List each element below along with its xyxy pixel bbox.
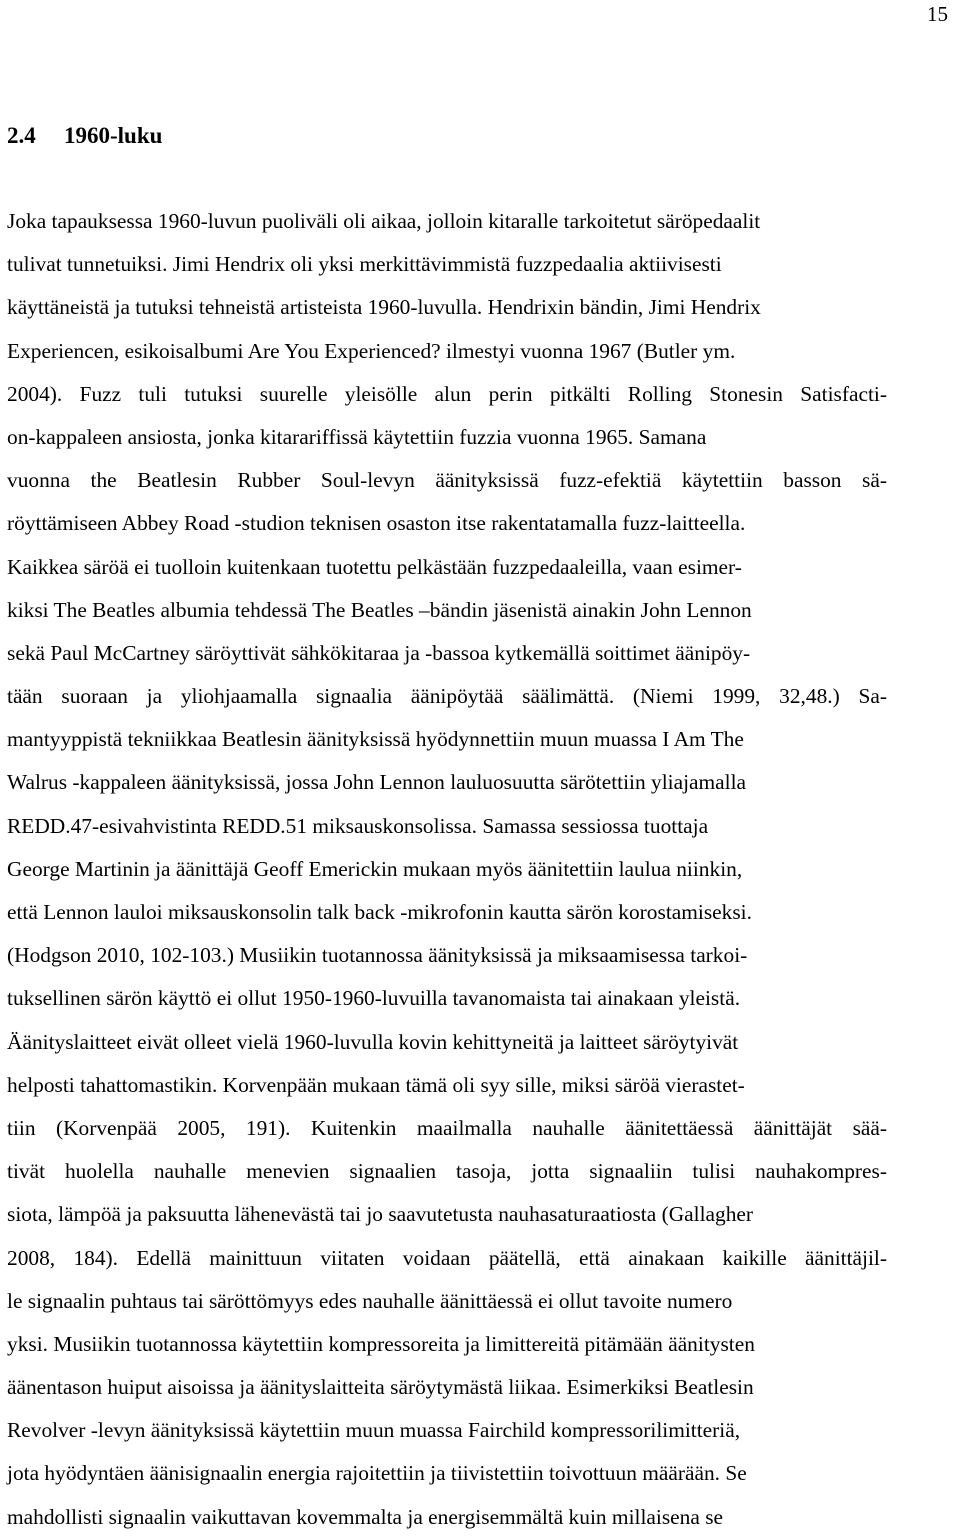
text-line: 2004). Fuzz tuli tutuksi suurelle yleisölle alun perin pitkälti Rolling Stonesin Satisfacti-	[7, 381, 887, 406]
text-line: George Martinin ja äänittäjä Geoff Emerickin mukaan myös äänitettiin laulua niinkin,	[7, 856, 743, 881]
text-line: on-kappaleen ansiosta, jonka kitarariffissä käytettiin fuzzia vuonna 1965. Samana	[7, 424, 707, 449]
text-line: käyttäneistä ja tutuksi tehneistä artisteista 1960-luvulla. Hendrixin bändin, Jimi Hendrix	[7, 295, 761, 320]
section-heading	[7, 121, 162, 151]
text-line: Kaikkea säröä ei tuolloin kuitenkaan tuotettu pelkästään fuzzpedaaleilla, vaan esimer-	[7, 554, 742, 579]
text-line: kiksi The Beatles albumia tehdessä The Beatles –bändin jäsenistä ainakin John Lennon	[7, 597, 752, 622]
text-line: siota, lämpöä ja paksuutta lähenevästä tai jo saavutetusta nauhasaturaatiosta (Gallagher	[7, 1202, 754, 1227]
text-line: (Hodgson 2010, 102-103.) Musiikin tuotannossa äänityksissä ja miksaamisessa tarkoi-	[7, 943, 748, 968]
text-line: helposti tahattomastikin. Korvenpään mukaan tämä oli syy sille, miksi säröä vierastet-	[7, 1072, 745, 1097]
text-line: tään suoraan ja yliohjaamalla signaalia äänipöytää säälimättä. (Niemi 1999, 32,48.) Sa-	[7, 684, 887, 709]
text-line: Walrus -kappaleen äänityksissä, jossa John Lennon lauluosuutta särötettiin yliajamalla	[7, 770, 747, 795]
text-line: tuksellinen särön käyttö ei ollut 1950-1960-luvuilla tavanomaista tai ainakaan yleistä.	[7, 986, 741, 1011]
page-number: 15	[927, 2, 948, 26]
text-line: röyttämiseen Abbey Road -studion teknisen osaston itse rakentatamalla fuzz-laitteella.	[7, 511, 746, 536]
text-line: että Lennon lauloi miksauskonsolin talk back -mikrofonin kautta särön korostamiseksi.	[7, 900, 752, 924]
body-paragraph	[7, 200, 887, 1539]
text-line: tivät huolella nauhalle menevien signaalien tasoja, jotta signaaliin tulisi nauhakompres-	[7, 1159, 887, 1184]
text-line: 2008, 184). Edellä mainittuun viitaten voidaan päätellä, että ainakaan kaikille äänittäjil-	[7, 1245, 887, 1270]
text-line: Revolver -levyn äänityksissä käytettiin muun muassa Fairchild kompressorilimitteriä,	[7, 1418, 741, 1443]
text-line: tiin (Korvenpää 2005, 191). Kuitenkin maailmalla nauhalle äänitettäessä äänittäjät sää-	[7, 1115, 887, 1140]
text-line: mahdollisti signaalin vaikuttavan kovemmalta ja energisemmältä kuin millaisena se	[7, 1504, 724, 1529]
section-number: 2.4	[7, 123, 36, 148]
section-title: 1960-luku	[64, 123, 163, 148]
text-line: tulivat tunnetuiksi. Jimi Hendrix oli yksi merkittävimmistä fuzzpedaalia aktiivisesti	[7, 252, 722, 277]
text-line: Joka tapauksessa 1960-luvun puoliväli oli aikaa, jolloin kitaralle tarkoitetut säröpedaalit	[7, 209, 761, 233]
text-line: Äänityslaitteet eivät olleet vielä 1960-luvulla kovin kehittyneitä ja laitteet säröytyivät	[7, 1029, 739, 1054]
text-line: sekä Paul McCartney säröyttivät sähkökitaraa ja -bassoa kytkemällä soittimet äänipöy-	[7, 640, 751, 665]
text-line: äänentason huiput aisoissa ja äänityslaitteita säröytymästä liikaa. Esimerkiksi Beatlesin	[7, 1375, 754, 1400]
text-line: mantyyppistä tekniikkaa Beatlesin äänityksissä hyödynnettiin muun muassa I Am The	[7, 727, 744, 752]
text-line: Experiencen, esikoisalbumi Are You Experienced? ilmestyi vuonna 1967 (Butler ym.	[7, 338, 736, 363]
text-line: jota hyödyntäen äänisignaalin energia rajoitettiin ja tiivistettiin toivottuun määrään. Se	[7, 1461, 747, 1486]
text-line: yksi. Musiikin tuotannossa käytettiin kompressoreita ja limittereitä pitämään äänitysten	[7, 1331, 755, 1356]
text-line: vuonna the Beatlesin Rubber Soul-levyn äänityksissä fuzz-efektiä käytettiin basson sä-	[7, 468, 887, 493]
text-line: le signaalin puhtaus tai säröttömyys edes nauhalle äänittäessä ei ollut tavoite numero	[7, 1288, 733, 1313]
text-line: REDD.47-esivahvistinta REDD.51 miksauskonsolissa. Samassa sessiossa tuottaja	[7, 813, 709, 838]
